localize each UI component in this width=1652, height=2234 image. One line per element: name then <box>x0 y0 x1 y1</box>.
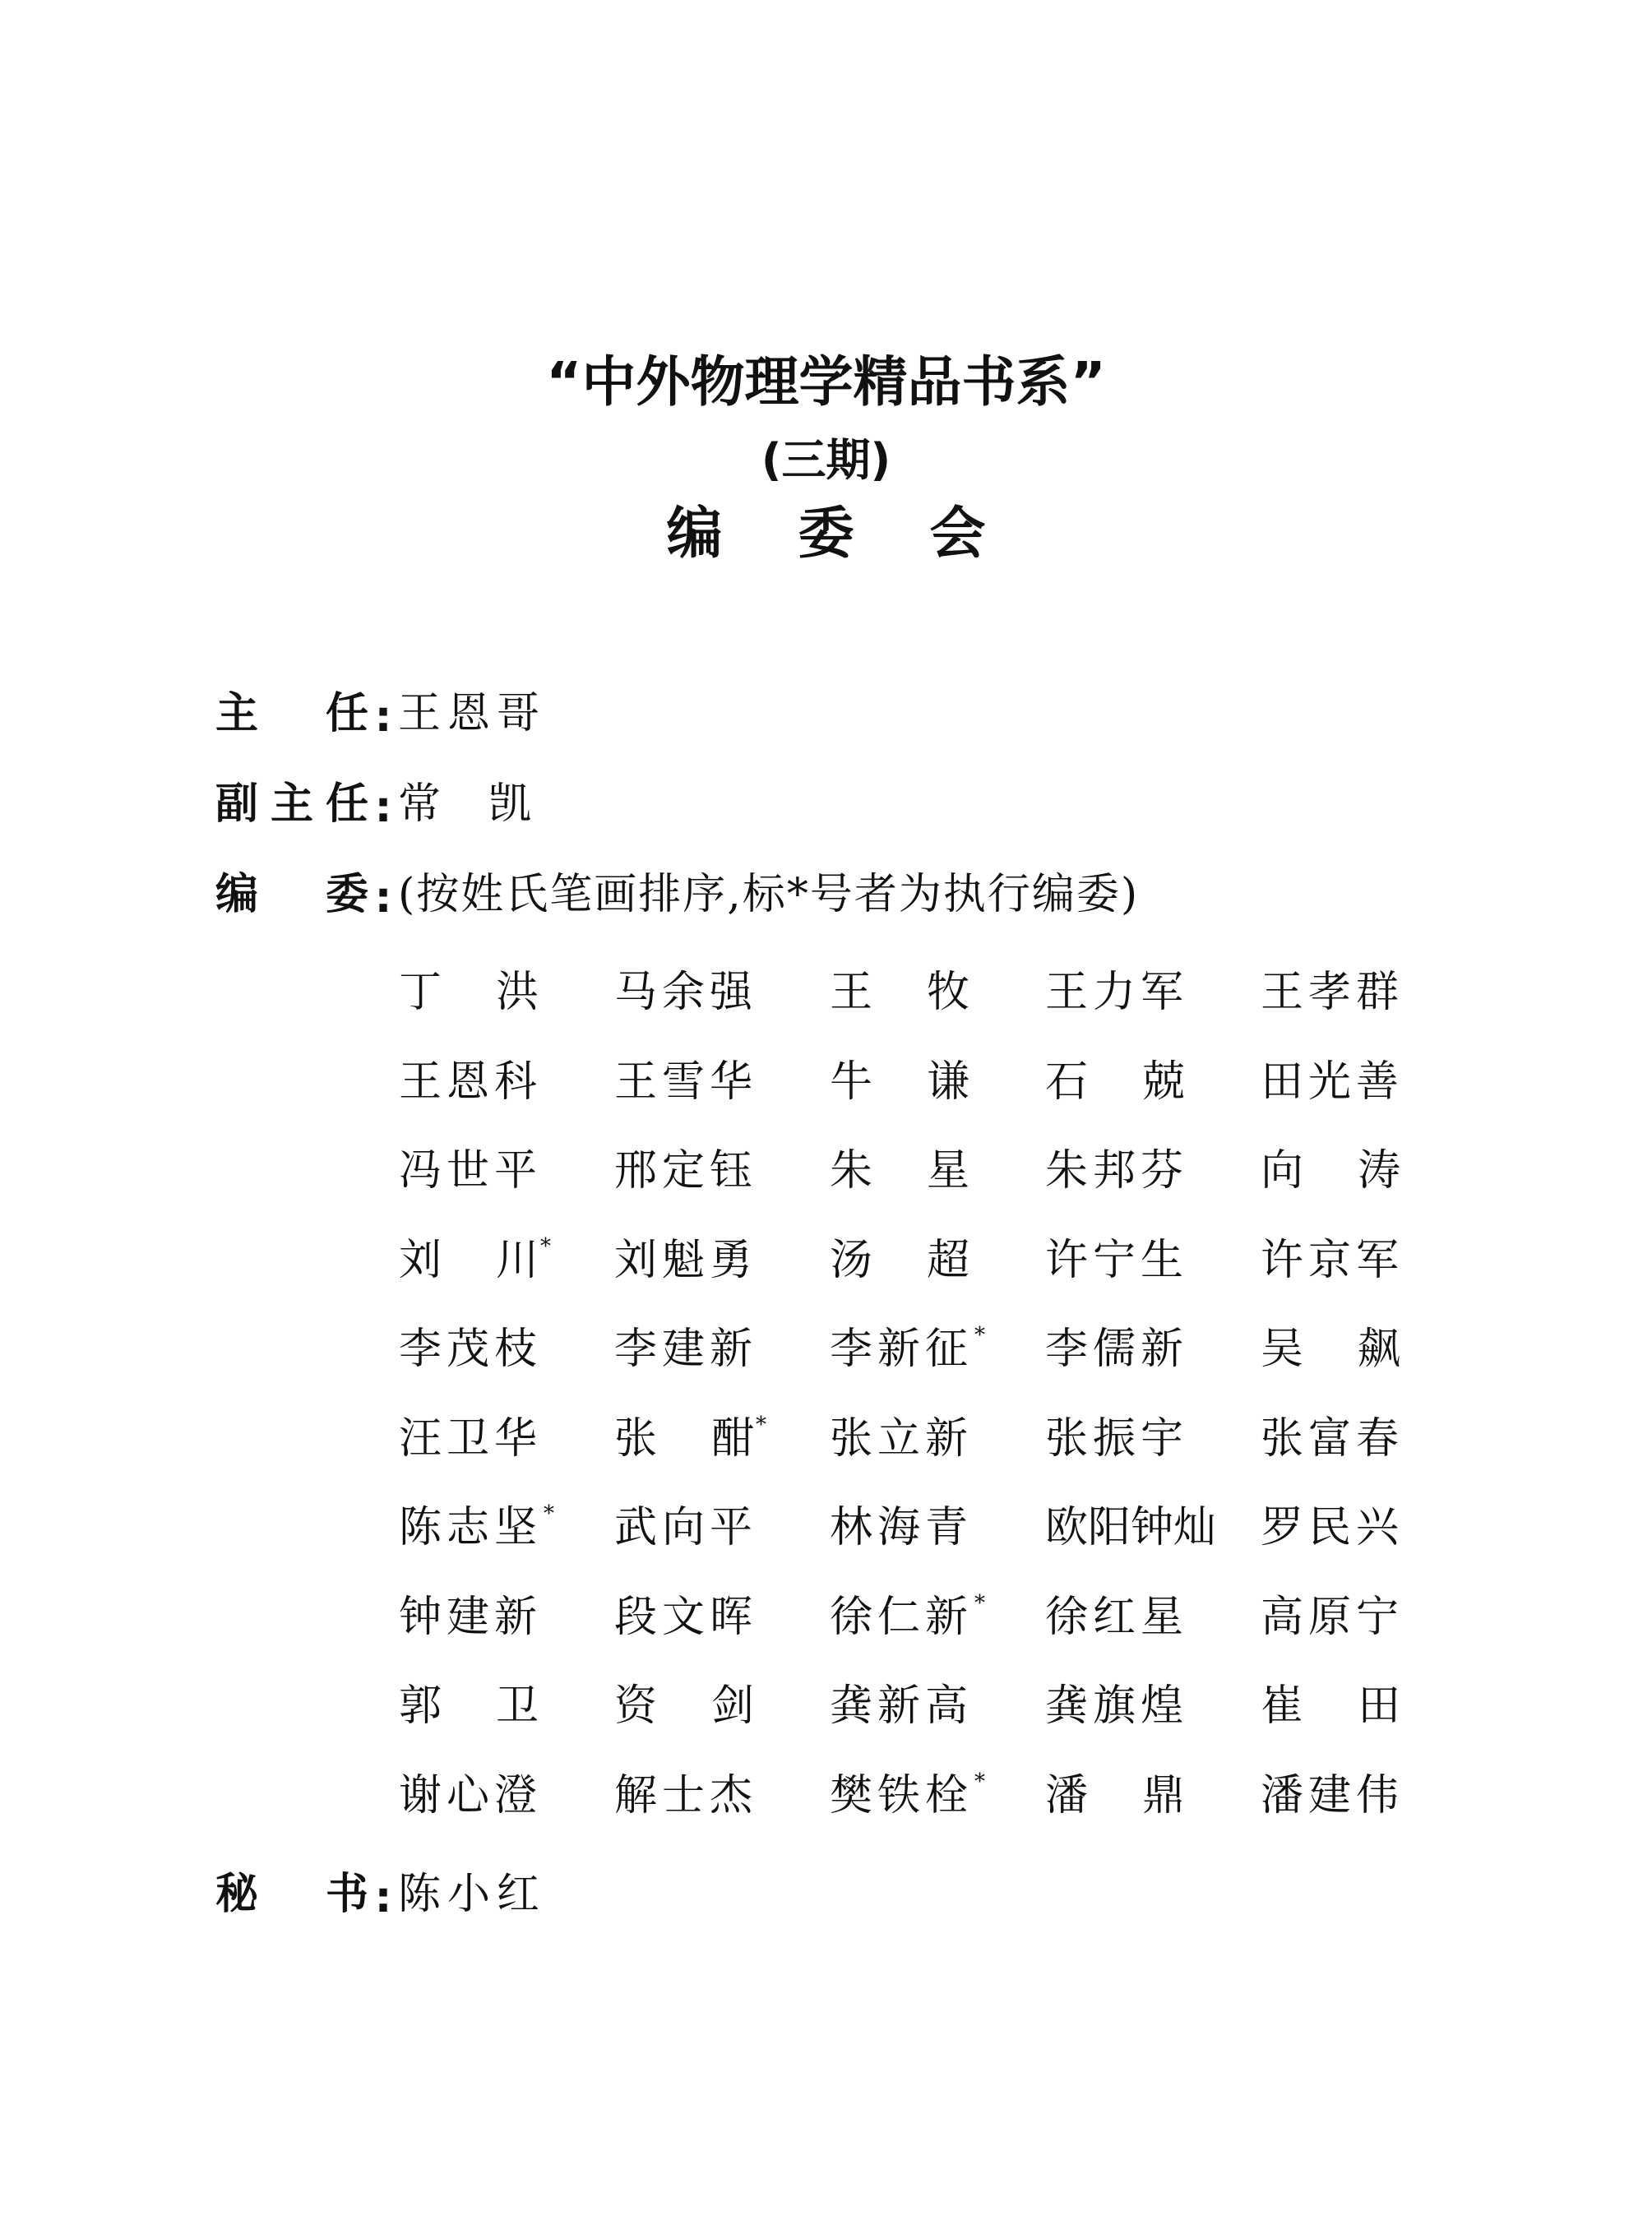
member-name <box>1261 1400 1476 1490</box>
member-name <box>1261 1579 1476 1668</box>
member-name-text: 王恩科 <box>399 1057 543 1107</box>
member-name <box>1261 1222 1476 1311</box>
member-name-text: 徐仁新 <box>830 1592 974 1642</box>
secretary-row <box>215 1857 546 1922</box>
executive-mark: * <box>974 1769 986 1794</box>
executive-mark: * <box>544 1501 555 1526</box>
member-name-text: 张立新 <box>830 1413 974 1464</box>
label-char: 副 <box>215 779 259 829</box>
deputy-director-name <box>398 769 538 830</box>
member-name <box>830 1222 1045 1311</box>
executive-mark: * <box>756 1412 766 1437</box>
member-name <box>830 1311 1045 1400</box>
label-char: 任 <box>325 779 368 829</box>
committee-title: 编委会 <box>666 502 1062 567</box>
member-name-text: 丁 洪 <box>399 968 539 1017</box>
member-name <box>614 1757 830 1847</box>
member-name <box>614 1489 830 1579</box>
member-name <box>399 1311 614 1400</box>
member-name-text: 张振宇 <box>1045 1413 1189 1464</box>
member-name-text: 李茂枝 <box>399 1325 543 1374</box>
member-name <box>1261 1667 1476 1757</box>
colon: : <box>374 692 392 742</box>
executive-mark: * <box>974 1323 986 1348</box>
member-name <box>1045 1043 1261 1133</box>
colon: : <box>374 783 392 832</box>
member-name <box>1045 1400 1261 1490</box>
member-name <box>1045 1667 1261 1757</box>
member-name-text: 王雪华 <box>614 1057 758 1107</box>
name-char: 常 <box>398 779 448 829</box>
member-name <box>1045 1132 1261 1222</box>
member-name-text: 郭 卫 <box>399 1681 539 1731</box>
member-name <box>830 1757 1045 1847</box>
member-name <box>1261 1132 1476 1222</box>
label-char: 主 <box>270 779 313 829</box>
member-name-text: 朱 星 <box>830 1146 969 1196</box>
member-name-text: 段文晖 <box>614 1592 758 1642</box>
member-name <box>614 1043 830 1133</box>
member-name <box>614 1222 830 1311</box>
member-name-text: 欧阳钟灿 <box>1045 1503 1217 1552</box>
label-char: 编 <box>215 869 259 919</box>
member-name-text: 张富春 <box>1261 1413 1404 1464</box>
member-name <box>399 1489 614 1579</box>
member-name <box>614 1132 830 1222</box>
member-name <box>1261 1489 1476 1579</box>
member-name-text: 田光善 <box>1261 1057 1404 1107</box>
member-name-text: 崔 田 <box>1261 1681 1400 1731</box>
phase-label: (三期) <box>761 434 891 486</box>
member-name <box>614 954 830 1043</box>
executive-mark: * <box>974 1590 986 1616</box>
member-name-text: 龚新高 <box>830 1681 974 1731</box>
colon: : <box>374 873 392 923</box>
member-name <box>614 1311 830 1400</box>
member-name-text: 高原宁 <box>1261 1592 1404 1642</box>
member-name-text: 邢定钰 <box>614 1146 758 1196</box>
member-name <box>614 1579 830 1668</box>
member-name <box>614 1667 830 1757</box>
member-name-text: 向 涛 <box>1261 1146 1400 1196</box>
member-name <box>830 1489 1045 1579</box>
label-char: 主 <box>215 688 259 738</box>
member-name <box>830 1579 1045 1668</box>
member-name-text: 谢心澄 <box>399 1770 543 1820</box>
member-name <box>1045 1489 1261 1579</box>
member-name-text: 资 剑 <box>614 1681 754 1731</box>
member-name-text: 石 兢 <box>1045 1057 1185 1107</box>
member-name-text: 武向平 <box>614 1503 758 1552</box>
secretary-name: 陈小红 <box>398 1869 547 1919</box>
member-name <box>1045 1222 1261 1311</box>
label-char: 任 <box>325 688 368 738</box>
member-name-text: 王孝群 <box>1261 968 1404 1017</box>
member-name <box>1261 954 1476 1043</box>
member-name-text: 马余强 <box>614 968 758 1017</box>
member-name-text: 刘魁勇 <box>614 1235 758 1285</box>
member-name-text: 李建新 <box>614 1325 758 1374</box>
secretary-label <box>215 1859 368 1921</box>
member-name <box>1261 1043 1476 1133</box>
member-name <box>1045 954 1261 1043</box>
member-name <box>399 954 614 1043</box>
deputy-director-row <box>215 766 538 832</box>
name-char: 凯 <box>488 779 538 829</box>
member-name <box>1045 1579 1261 1668</box>
member-name-text: 解士杰 <box>614 1770 758 1820</box>
series-title: “中外物理学精品书系” <box>546 350 1106 414</box>
member-name-text: 龚旗煌 <box>1045 1681 1189 1731</box>
member-name-text: 张 酣 <box>614 1413 754 1464</box>
director-label <box>215 678 368 740</box>
member-name-text: 许京军 <box>1261 1235 1404 1285</box>
label-char: 秘 <box>215 1869 259 1919</box>
member-name-text: 罗民兴 <box>1261 1503 1404 1552</box>
member-name <box>1261 1757 1476 1847</box>
member-name <box>399 1132 614 1222</box>
editors-label <box>215 859 368 921</box>
member-name-text: 王力军 <box>1045 968 1189 1017</box>
director-name: 王恩哥 <box>398 688 547 738</box>
member-name-text: 潘建伟 <box>1261 1770 1404 1820</box>
label-char: 委 <box>325 869 368 919</box>
member-name <box>830 1400 1045 1490</box>
member-name-text: 冯世平 <box>399 1146 543 1196</box>
member-name-text: 许宁生 <box>1045 1235 1189 1285</box>
member-name <box>399 1043 614 1133</box>
member-name <box>830 1667 1045 1757</box>
member-name <box>830 1043 1045 1133</box>
member-name-text: 钟建新 <box>399 1592 543 1642</box>
member-name-text: 徐红星 <box>1045 1592 1189 1642</box>
member-name <box>1045 1311 1261 1400</box>
member-name <box>830 1132 1045 1222</box>
member-name <box>399 1757 614 1847</box>
member-name-text: 李新征 <box>830 1325 974 1374</box>
member-name-text: 林海青 <box>830 1503 974 1552</box>
executive-mark: * <box>540 1233 551 1259</box>
member-name <box>399 1667 614 1757</box>
member-name-text: 王 牧 <box>830 968 969 1017</box>
member-name-text: 吴 飙 <box>1261 1325 1400 1374</box>
editors-note: (按姓氏笔画排序,标*号者为执行编委) <box>398 869 1140 919</box>
member-name <box>830 954 1045 1043</box>
member-name-text: 樊铁栓 <box>830 1770 974 1820</box>
member-name-text: 朱邦芬 <box>1045 1146 1189 1196</box>
member-name <box>1045 1757 1261 1847</box>
director-row <box>215 676 546 742</box>
member-name <box>399 1579 614 1668</box>
member-name <box>614 1400 830 1490</box>
member-name-text: 汤 超 <box>830 1235 969 1285</box>
member-name-text: 潘 鼎 <box>1045 1770 1185 1820</box>
member-name-text: 牛 谦 <box>830 1057 969 1107</box>
member-name-text: 陈志坚 <box>399 1503 543 1552</box>
member-name-text: 汪卫华 <box>399 1413 543 1464</box>
editors-row <box>215 857 1139 923</box>
colon: : <box>374 1873 392 1922</box>
member-name-text: 李儒新 <box>1045 1325 1189 1374</box>
member-name <box>399 1222 614 1311</box>
member-name <box>399 1400 614 1490</box>
deputy-director-label <box>215 769 368 830</box>
member-name <box>1261 1311 1476 1400</box>
member-name-text: 刘 川 <box>399 1235 539 1285</box>
label-char: 书 <box>325 1869 368 1919</box>
members-list <box>399 954 1435 1846</box>
